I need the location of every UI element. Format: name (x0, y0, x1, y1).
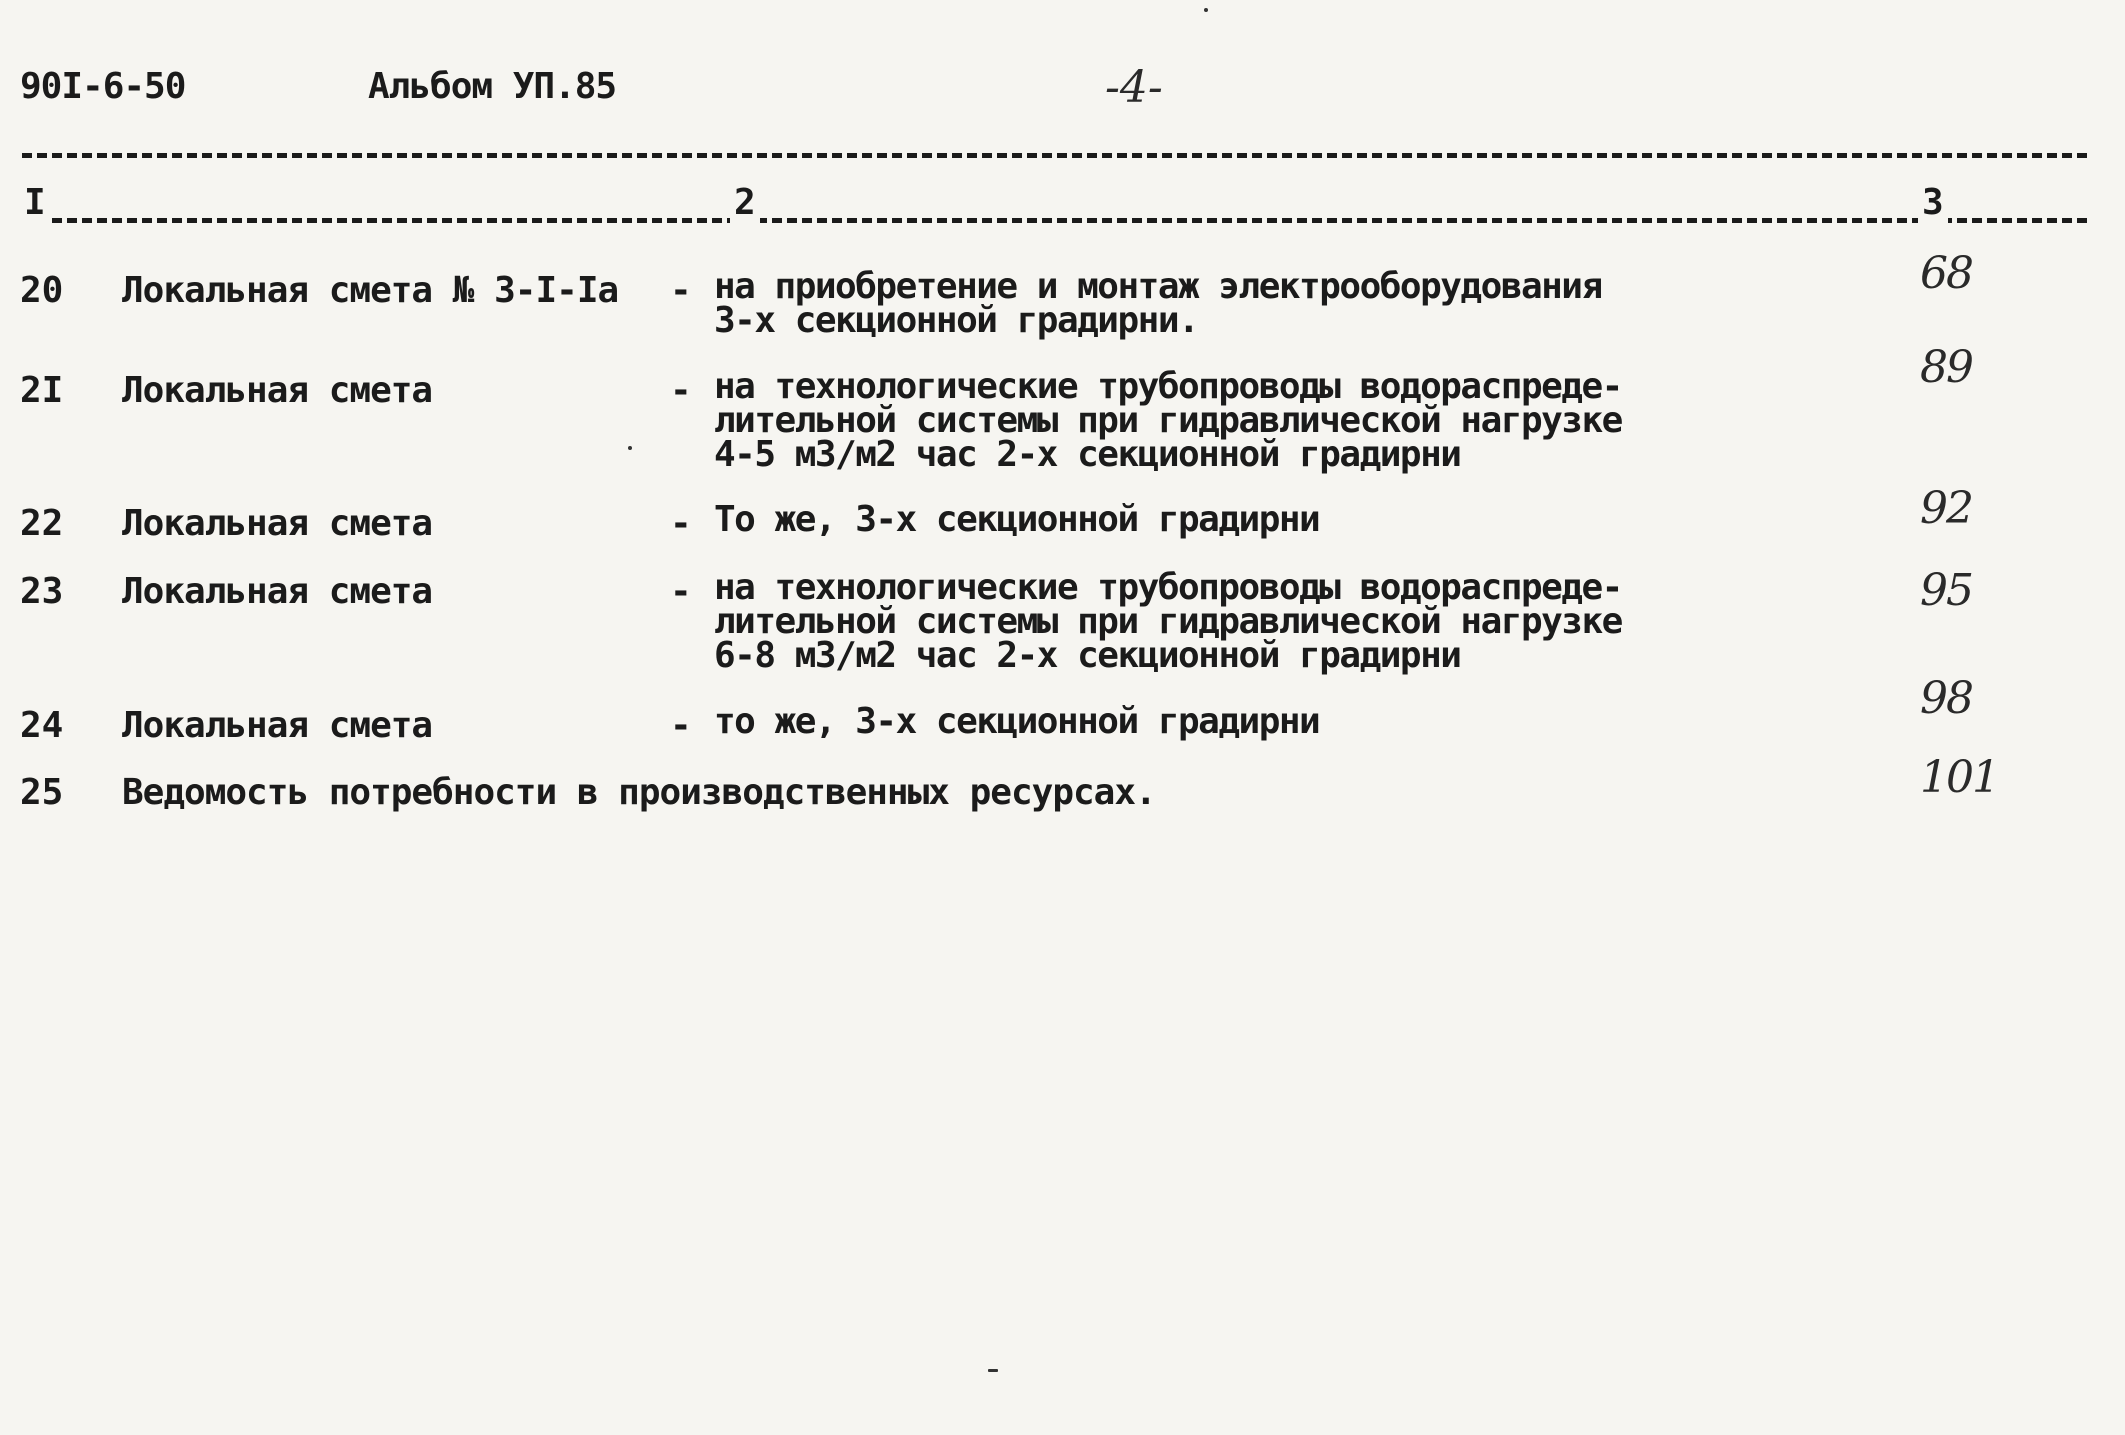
item-page-number: 89 (1920, 342, 1972, 393)
item-dash: - (670, 571, 692, 612)
column-header-dashed-rule (22, 218, 2087, 223)
item-title: Локальная смета (122, 370, 433, 411)
item-page-number: 95 (1920, 565, 1972, 616)
item-description: на технологические трубопроводы водораспреде- лительной системы при гидравлической нагрузке 6-8 м3/м2 час 2-х секционной градирни (714, 567, 1622, 676)
item-number: 23 (20, 571, 64, 612)
item-title: Ведомость потребности в производственных ресурсах. (122, 772, 1156, 813)
item-dash: - (670, 370, 692, 411)
item-title: Локальная смета № 3-I-Iа (122, 270, 619, 311)
item-dash: - (670, 503, 692, 544)
item-description: на приобретение и монтаж электрооборудования 3-х секционной градирни. (714, 266, 1602, 341)
page-number: -4- (1105, 62, 1163, 113)
item-number: 2I (20, 370, 64, 411)
item-description: То же, 3-х секционной градирни (714, 499, 1320, 540)
scan-speck (988, 1369, 998, 1372)
item-number: 22 (20, 503, 64, 544)
column-number-1: I (20, 182, 50, 223)
item-page-number: 92 (1920, 483, 1972, 534)
item-dash: - (670, 705, 692, 746)
column-number-3: 3 (1918, 182, 1948, 223)
scan-speck (628, 446, 632, 450)
item-number: 25 (20, 772, 64, 813)
item-title: Локальная смета (122, 571, 433, 612)
item-page-number: 98 (1920, 673, 1972, 724)
item-number: 20 (20, 270, 64, 311)
item-page-number: 101 (1920, 752, 1998, 803)
document-code: 90I-6-50 (20, 66, 186, 107)
item-description: на технологические трубопроводы водораспреде- лительной системы при гидравлической нагрузке 4-5 м3/м2 час 2-х секционной градирни (714, 366, 1622, 475)
item-dash: - (670, 270, 692, 311)
item-number: 24 (20, 705, 64, 746)
item-title: Локальная смета (122, 705, 433, 746)
album-number: Альбом УП.85 (368, 66, 617, 107)
item-description: то же, 3-х секционной градирни (714, 701, 1320, 742)
column-number-2: 2 (730, 182, 760, 223)
item-page-number: 68 (1920, 248, 1972, 299)
scan-speck (1204, 8, 1208, 12)
item-title: Локальная смета (122, 503, 433, 544)
top-dashed-rule (22, 153, 2087, 158)
